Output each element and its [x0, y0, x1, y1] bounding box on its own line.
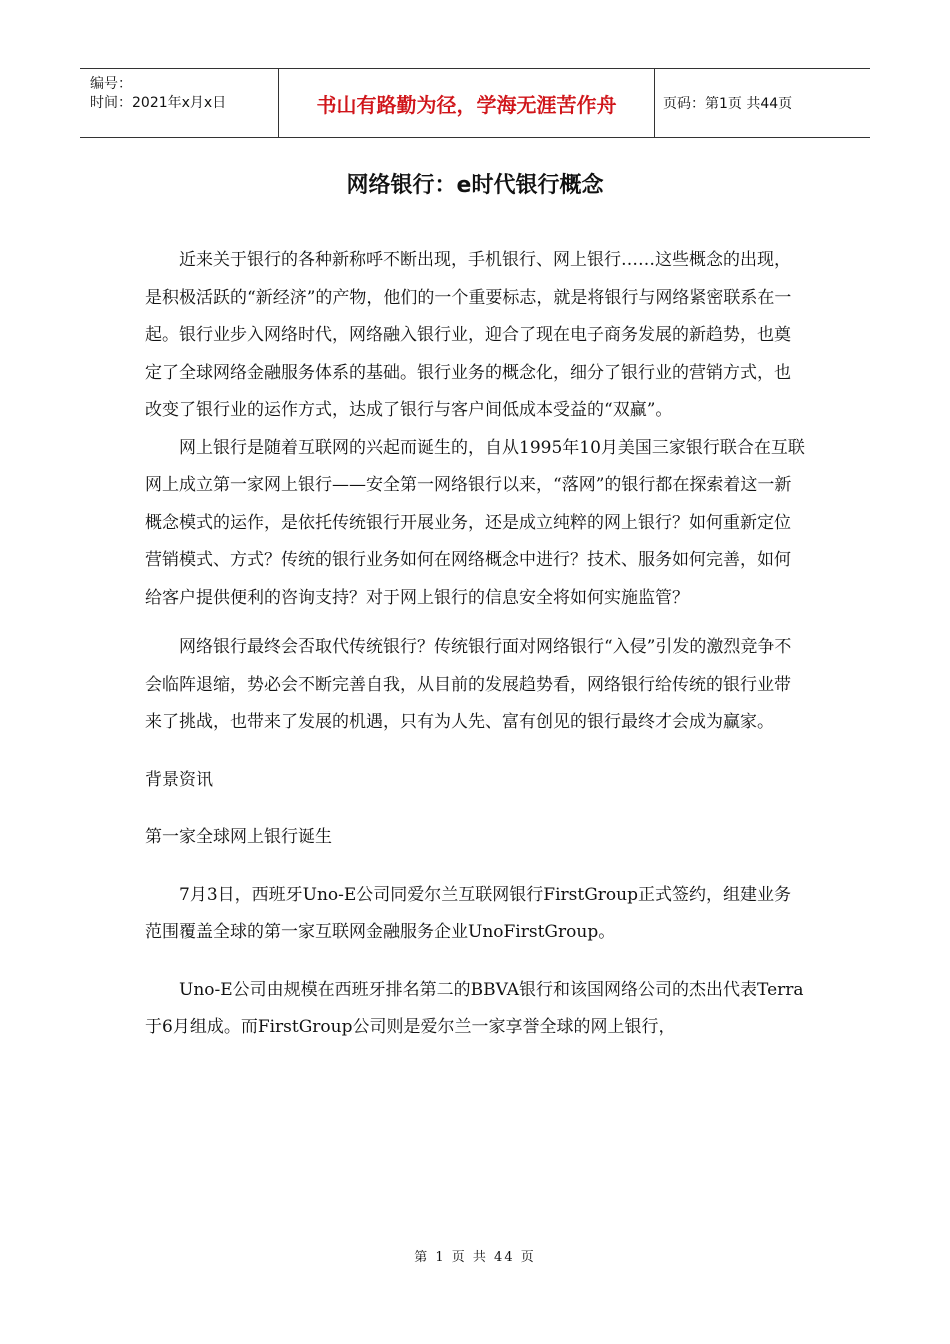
header-motto: 书山有路勤为径，学海无涯苦作舟 [279, 69, 655, 137]
paragraph-company: Uno-E公司由规模在西班牙排名第二的BBVA银行和该国网络公司的杰出代表Terra于6月组成。而FirstGroup公司则是爱尔兰一家享誉全球的网上银行， [145, 979, 804, 1037]
document-header [80, 68, 870, 138]
section-heading-background: 背景资讯 [145, 769, 213, 790]
document-number-label: 编号： [90, 76, 132, 92]
header-meta [80, 69, 279, 137]
paragraph-history: 网上银行是随着互联网的兴起而诞生的，自从1995年10月美国三家银行联合在互联网上成立第一家网上银行——安全第一网络银行以来，“落网”的银行都在探索着这一新概念模式的运作，是依托传统银行开展业务，还是成立纯粹的网上银行？如何重新定位营销模式、方式？传统的银行业务如何在网络概念中进行？技术、服务如何完善，如何给客户提供便利的咨询支持？对于网上银行的信息安全将如何实施监管？ [145, 437, 805, 608]
header-page-info: 页码：第1页 共44页 [663, 96, 793, 112]
paragraph-intro: 近来关于银行的各种新称呼不断出现，手机银行、网上银行……这些概念的出现，是积极活跃的“新经济”的产物，他们的一个重要标志，就是将银行与网络紧密联系在一起。银行业步入网络时代，网络融入银行业，迎合了现在电子商务发展的新趋势，也奠定了全球网络金融服务体系的基础。银行业务的概念化，细分了银行业的营销方式，也改变了银行业的运作方式，达成了银行与客户间低成本受益的“双赢”。 [145, 250, 792, 420]
document-title: 网络银行：e时代银行概念 [346, 173, 604, 198]
document-date-label: 时间：2021年x月x日 [90, 95, 227, 111]
section-subheading: 第一家全球网上银行诞生 [145, 827, 332, 847]
paragraph-outlook: 网络银行最终会否取代传统银行？传统银行面对网络银行“入侵”引发的激烈竞争不会临阵退缩，势必会不断完善自我，从目前的发展趋势看，网络银行给传统的银行业带来了挑战，也带来了发展的机遇，只有为人先、富有创见的银行最终才会成为赢家。 [145, 637, 792, 732]
paragraph-news: 7月3日，西班牙Uno-E公司同爱尔兰互联网银行FirstGroup正式签约，组建业务范围覆盖全球的第一家互联网金融服务企业UnoFirstGroup。 [145, 884, 791, 942]
page-footer: 第 1 页 共 44 页 [414, 1250, 536, 1265]
document-body [145, 242, 805, 1047]
